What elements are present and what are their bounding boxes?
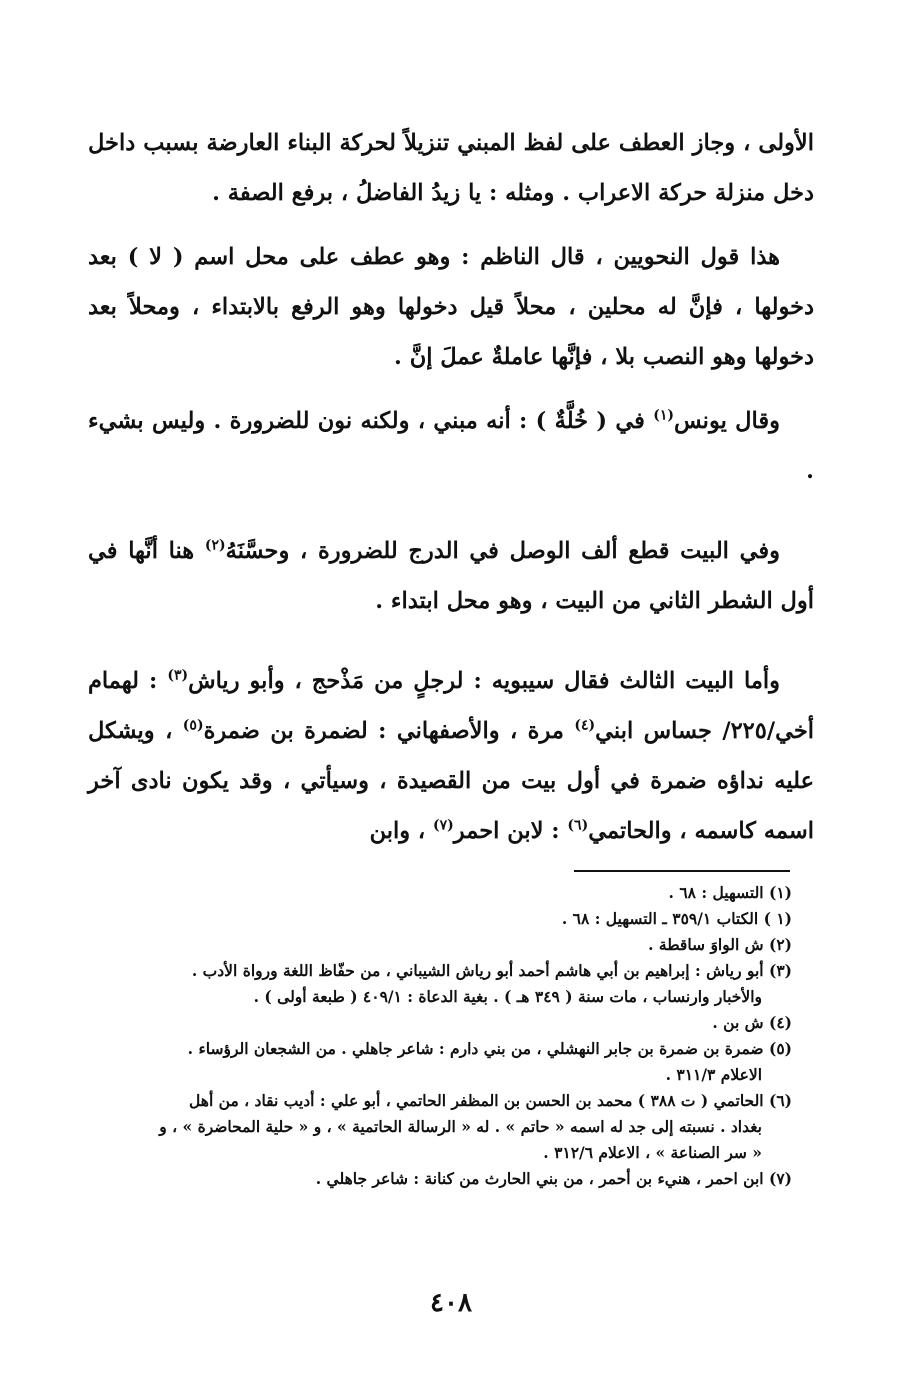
footnote-1-alt: (١ ) الكتاب ٣٥٩/١ ـ التسهيل : ٦٨ . [561,909,792,928]
paragraph-4-text-a: وفي البيت قطع ألف الوصل في الدرج للضرورة ، وحسَّنَهُ [225,538,780,564]
paragraph-5-text-4: ، ويشكل عليه نداؤه ضمرة في أول بيت من القصيدة ، وسيأتي ، وقد يكون نادى آخر اسمه كاسمه ، والحاتمي [88,718,814,844]
footnote-ref-2[interactable]: (٢) [204,537,226,554]
page-number: ٤٠٨ [430,1288,472,1318]
footnote-5: (٥) ضمرة بن ضمرة بن جابر النهشلي ، من بني دارم : شاعر جاهلي . من الشجعان الرؤساء . [187,1039,792,1058]
footnote-6: (٦) الحاتمي ( ت ٣٨٨ ) محمد بن الحسن بن المظفر الحاتمي ، أبو علي : أديب نقاد ، من أهل [189,1091,792,1110]
footnote-3-cont: والأخبار وارنساب ، مات سنة ( ٣٤٩ هـ ) . بغية الدعاة : ٤٠٩/١ ( طبعة أولى ) . [253,987,762,1006]
footnote-6-cont-2: « سر الصناعة » ، الاعلام ٣١٢/٦ . [543,1143,762,1162]
footnote-4: (٤) ش بن . [712,1013,792,1032]
paragraph-1 [88,118,814,218]
footnote-6-cont: بغداد . نسبته إلى جد له اسمه « حاتم » . له « الرسالة الحاتمية » ، و « حلية المحاضرة » ، و [159,1117,762,1136]
footnote-3: (٣) أبو رياش : إبراهيم بن أبي هاشم أحمد أبو رياش الشيباني ، من حفّاظ اللغة ورواة الأدب . [191,961,792,980]
footnote-ref-6[interactable]: (٦) [567,817,589,834]
paragraph-5 [88,656,814,856]
footnote-ref-7[interactable]: (٧) [433,817,454,834]
paragraph-3-text-b: في ( خُلَّةٌ ) : أنه مبني ، ولكنه نون للضرورة . وليس بشيء . [88,408,814,484]
footnote-ref-3[interactable]: (٣) [167,667,189,684]
paragraph-3 [88,396,814,496]
footnotes [86,880,792,1192]
paragraph-5-text-1: وأما البيت الثالث فقال سيبويه : لرجلٍ من مَذْحج ، وأبو رياش [188,668,780,694]
paragraph-5-text-6: ، وابن [369,818,433,844]
footnote-2: (٢) ش الواوَ ساقطة . [648,935,792,954]
paragraph-5-text-5: : لابن احمر [453,818,568,844]
footnote-5-cont: الاعلام ٣١١/٣ . [665,1065,762,1084]
paragraph-2-text: هذا قول النحويين ، قال الناظم : وهو عطف على محل اسم ( لا ) بعد دخولها ، فإنَّ له محلين ، محلاً قيل دخولها وهو الرفع بالابتداء ، ومحلاً بعد دخولها وهو النصب بلا ، فإنَّها عاملةٌ عملَ إنَّ . [88,244,814,370]
main-text [88,118,814,856]
paragraph-4-text-b: هنا أنَّها في أول الشطر الثاني من البيت ، وهو محل ابتداء . [88,538,814,614]
footnote-ref-5[interactable]: (٥) [182,717,204,734]
paragraph-5-text-3: مرة ، والأصفهاني : لضمرة بن ضمرة [203,718,575,744]
paragraph-5-text-2: : لهمام أخي/٢٢٥/ جساس ابني [88,668,814,744]
footnote-ref-4[interactable]: (٤) [574,717,596,734]
footnote-1: (١) التسهيل : ٦٨ . [668,883,792,902]
paragraph-1-text: الأولى ، وجاز العطف على لفظ المبني تنزيلاً لحركة البناء العارضة بسبب داخل دخل منزلة حركة الاعراب . ومثله : يا زيدُ الفاضلُ ، برفع الصفة . [88,130,814,206]
footnote-ref-1[interactable]: (١) [653,407,674,424]
paragraph-2 [88,232,814,382]
footnote-7: (٧) ابن احمر ، هنيء بن أحمر ، من بني الحارث من كنانة : شاعر جاهلي . [315,1169,792,1188]
footnote-separator [574,870,790,872]
paragraph-4 [88,526,814,626]
paragraph-3-text-a: وقال يونس [674,408,780,434]
